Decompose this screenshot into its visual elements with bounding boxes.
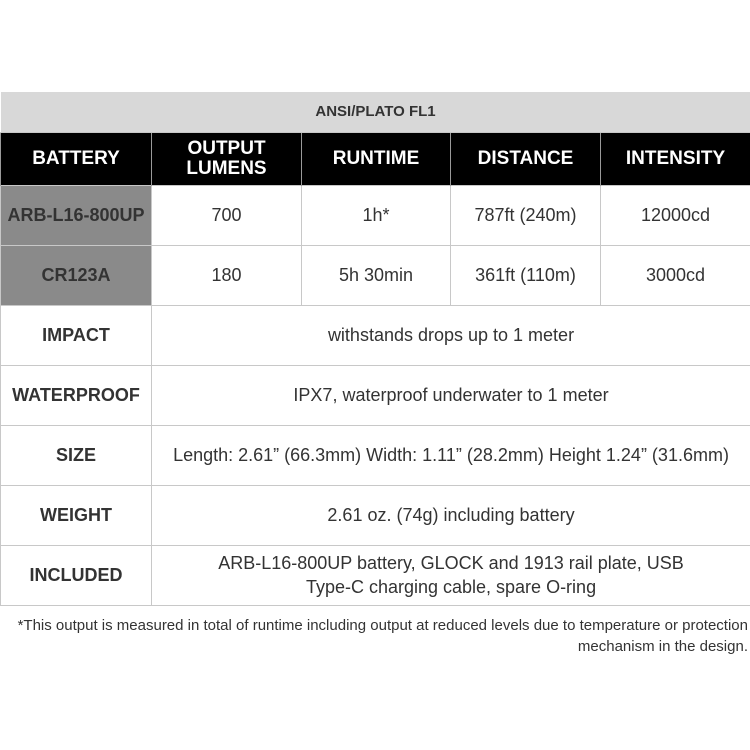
header-output-lumens [152,132,302,185]
spec-row-size [1,425,750,485]
header-row [1,132,750,185]
distance-value: 361ft (110m) [451,245,601,305]
header-runtime: RUNTIME [302,132,451,185]
spec-value: ARB-L16-800UP battery, GLOCK and 1913 rail plate, USB Type-C charging cable, spare O-ring [152,545,750,605]
header-distance: DISTANCE [451,132,601,185]
output-value: 700 [152,185,302,245]
title-row [1,92,750,132]
header-battery: BATTERY [1,132,152,185]
spec-value: Length: 2.61” (66.3mm) Width: 1.11” (28.2mm) Height 1.24” (31.6mm) [152,425,750,485]
spec-label: SIZE [1,425,152,485]
battery-row-arb [1,185,750,245]
intensity-value: 12000cd [601,185,750,245]
spec-label: WATERPROOF [1,365,152,425]
spec-row-included [1,545,750,605]
spec-value: 2.61 oz. (74g) including battery [152,485,750,545]
output-value: 180 [152,245,302,305]
spec-value: withstands drops up to 1 meter [152,305,750,365]
spec-row-impact [1,305,750,365]
spec-label: INCLUDED [1,545,152,605]
intensity-value: 3000cd [601,245,750,305]
header-intensity: INTENSITY [601,132,750,185]
battery-name: ARB-L16-800UP [1,185,152,245]
battery-name: CR123A [1,245,152,305]
spec-value: IPX7, waterproof underwater to 1 meter [152,365,750,425]
distance-value: 787ft (240m) [451,185,601,245]
spec-label: IMPACT [1,305,152,365]
spec-label: WEIGHT [1,485,152,545]
footnote: *This output is measured in total of runtime including output at reduced levels due to temperature or protection mechanism in the design. [17,617,748,655]
spec-row-waterproof [1,365,750,425]
spec-table [0,92,750,606]
header-output-lumens-text: OUTPUT LUMENS [186,137,267,179]
runtime-value: 1h* [302,185,451,245]
battery-row-cr123a [1,245,750,305]
spec-row-weight [1,485,750,545]
table-title: ANSI/PLATO FL1 [1,92,750,132]
runtime-value: 5h 30min [302,245,451,305]
